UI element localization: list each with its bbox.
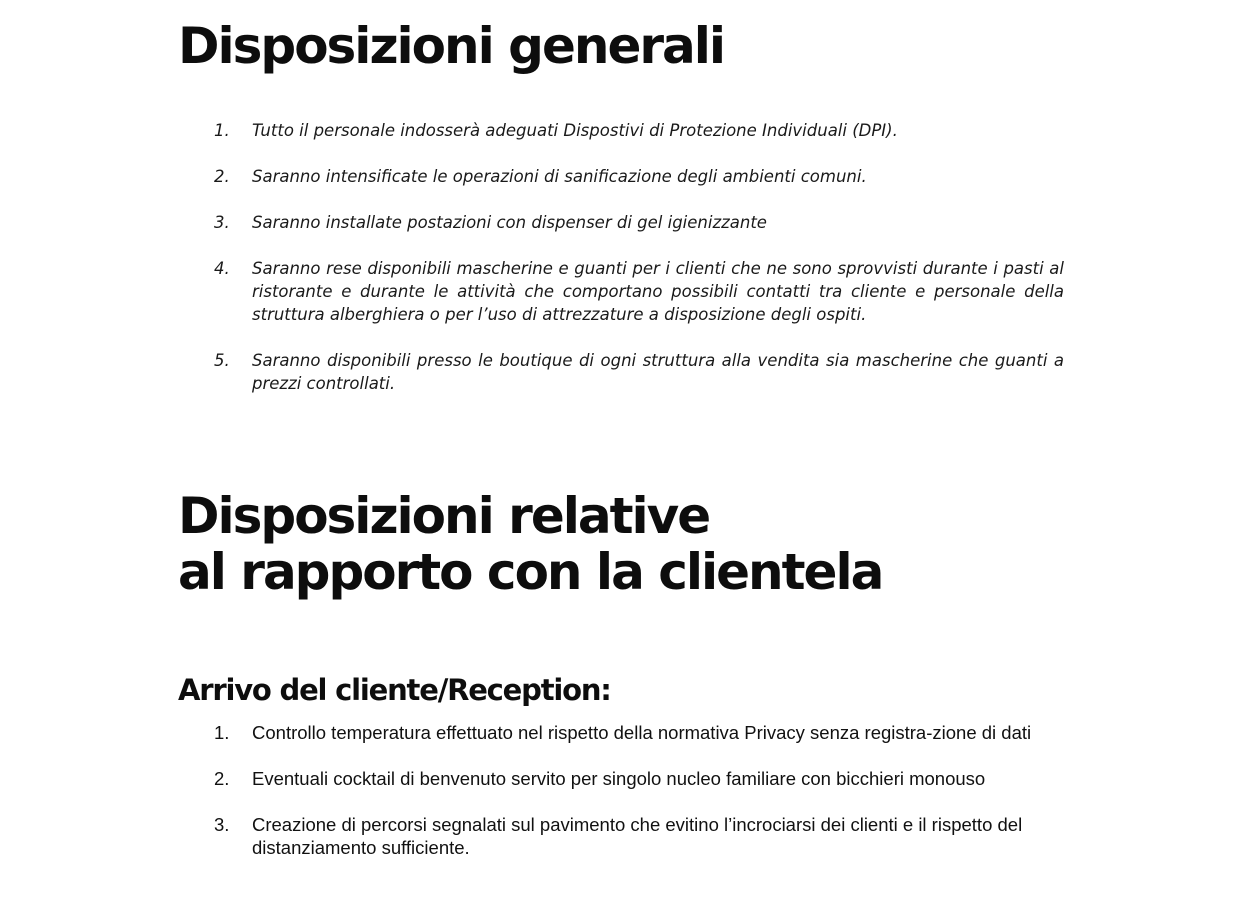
list-item-text: Tutto il personale indosserà adeguati Dispostivi di Protezione Individuali (DPI).: [252, 121, 898, 140]
heading-line-2: al rapporto con la clientela: [178, 543, 883, 601]
list-item-number: 3.: [214, 213, 230, 232]
list-item: [214, 721, 1064, 744]
list-item-number: 5.: [214, 351, 230, 370]
list-item-text: Saranno disponibili presso le boutique di ogni struttura alla vendita sia mascherine che guanti a prezzi controllati.: [252, 351, 1064, 393]
list-item-text: Saranno intensificate le operazioni di sanificazione degli ambienti comuni.: [252, 167, 867, 186]
list-item-text: Saranno installate postazioni con dispenser di gel igienizzante: [252, 213, 767, 232]
list-item: [214, 211, 1064, 234]
list-item: [214, 813, 1064, 859]
list-item-text: Eventuali cocktail di benvenuto servito per singolo nucleo familiare con bicchieri monouso: [252, 768, 986, 789]
list-item: [214, 349, 1064, 395]
list-item: [214, 165, 1064, 188]
list-item-number: 4.: [214, 259, 230, 278]
list-item-number: 1.: [214, 121, 230, 140]
subheading-arrivo-cliente: Arrivo del cliente/Reception:: [178, 673, 611, 707]
list-item: [214, 767, 1064, 790]
heading-disposizioni-generali: Disposizioni generali: [178, 17, 725, 75]
list-item-text: Saranno rese disponibili mascherine e guanti per i clienti che ne sono sprovvisti durante i pasti al ristorante e durante le attività che comportano possibili contatti tra cliente e personale della struttura alberghiera o per l’uso di attrezzature a disposizione degli ospiti.: [252, 259, 1064, 324]
heading-disposizioni-relative: [178, 488, 882, 600]
heading-line-1: Disposizioni relative: [178, 487, 710, 545]
general-provisions-list: [214, 119, 1064, 418]
reception-provisions-list: [214, 721, 1064, 882]
list-item-text: Creazione di percorsi segnalati sul pavimento che evitino l’incrociarsi dei clienti e il rispetto del distanziamento sufficiente.: [252, 814, 1023, 858]
list-item: [214, 119, 1064, 142]
list-item-text: Controllo temperatura effettuato nel rispetto della normativa Privacy senza registra-zione di dati: [252, 722, 1032, 743]
list-item-number: 1.: [214, 722, 230, 743]
list-item-number: 2.: [214, 768, 230, 789]
list-item-number: 2.: [214, 167, 230, 186]
list-item-number: 3.: [214, 814, 230, 835]
list-item: [214, 257, 1064, 326]
